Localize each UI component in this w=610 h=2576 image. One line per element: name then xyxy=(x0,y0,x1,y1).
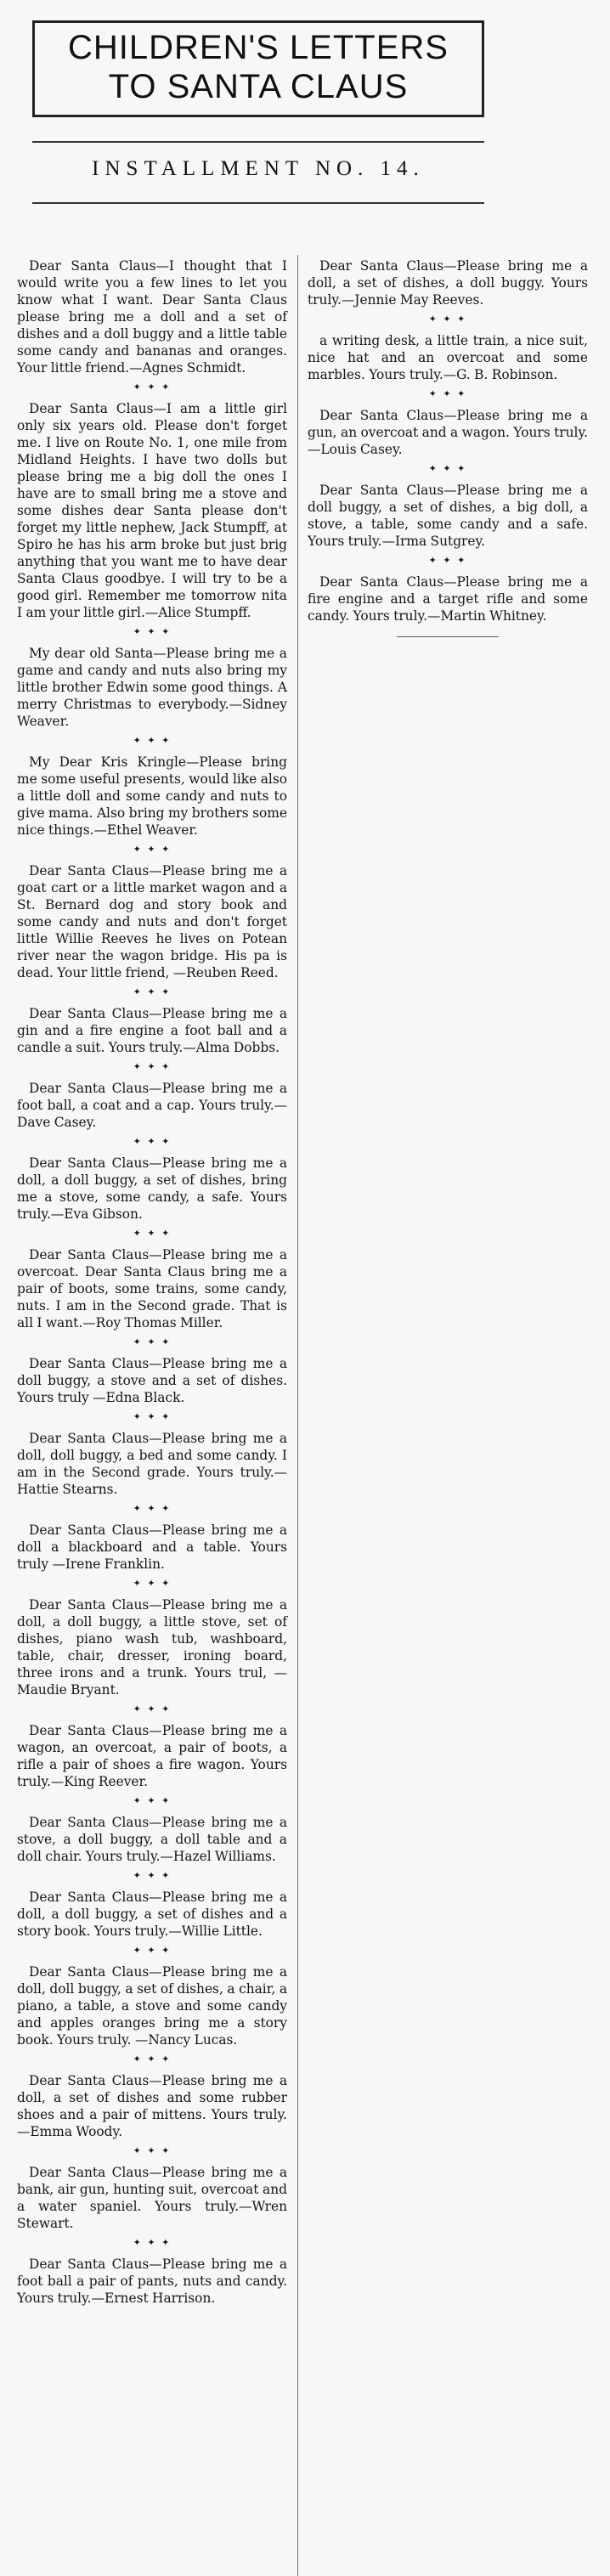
letter-item: My Dear Kris Kringle—Please bring me some useful presents, would like also a little doll and some candy and nuts to give mama. Also bring my brothers some nice things.—Ethel Weaver. xyxy=(17,754,287,838)
letter-item: Dear Santa Claus—Please bring me a gin and a fire engine a foot ball and a candle a suit. Yours truly.—Alma Dobbs. xyxy=(17,1006,287,1055)
separator-stars: ✦ ✦ ✦ xyxy=(428,388,467,399)
letter-item: Dear Santa Claus—Please bring me a doll buggy, a stove and a set of dishes. Yours truly —Edna Black. xyxy=(17,1356,287,1405)
separator-stars: ✦ ✦ ✦ xyxy=(133,1703,172,1715)
separator-stars: ✦ ✦ ✦ xyxy=(133,1061,172,1072)
separator-stars: ✦ ✦ ✦ xyxy=(133,735,172,746)
column-divider xyxy=(297,255,298,2576)
letter-item: Dear Santa Claus—I am a little girl only six years old. Please don't forget me. I live on Route No. 1, one mile from Midland Heights. I have two dolls but please bring me a big doll the ones I have are to small bring me a stove and some dishes dear Santa please don't forget my little nephew, Jack Stumpff, at Spiro he has his arm broke but just brig anything that you want me to have dear Santa Claus goodbye. I will try to be a good girl. Remember me tomorrow nita I am your little girl.—Alice Stumpff. xyxy=(17,401,287,620)
end-rule xyxy=(397,636,499,637)
separator-stars: ✦ ✦ ✦ xyxy=(133,2053,172,2065)
letter-item: Dear Santa Claus—Please bring me a doll a blackboard and a table. Yours truly —Irene Franklin. xyxy=(17,1522,287,1572)
letter-item: Dear Santa Claus—Please bring me a doll, a doll buggy, a little stove, set of dishes, piano wash tub, washboard, table, chair, dresser, ironing board, three irons and a trunk. Yours trul, —Maudie Bryant. xyxy=(17,1597,287,1698)
letter-item: Dear Santa Claus—Please bring me a bank, air gun, hunting suit, overcoat and a water spaniel. Yours truly.—Wren Stewart. xyxy=(17,2165,287,2231)
letter-item: Dear Santa Claus—Please bring me a foot ball, a coat and a cap. Yours truly.—Dave Casey. xyxy=(17,1081,287,1130)
letter-item: Dear Santa Claus—Please bring me a wagon, an overcoat, a pair of boots, a rifle a pair of shoes a fire wagon. Yours truly.—King Reever. xyxy=(17,1723,287,1789)
letter-item: Dear Santa Claus—Please bring me a doll buggy, a set of dishes, a big doll, a stove, a table, some candy and a safe. Yours truly.—Irma Sutgrey. xyxy=(308,483,588,549)
letter-item: Dear Santa Claus—Please bring me a overcoat. Dear Santa Claus bring me a pair of boots, some trains, some candy, nuts. I am in the Second grade. That is all I want.—Roy Thomas Miller. xyxy=(17,1247,287,1330)
separator-stars: ✦ ✦ ✦ xyxy=(428,463,467,474)
separator-stars: ✦ ✦ ✦ xyxy=(133,1945,172,1956)
separator-stars: ✦ ✦ ✦ xyxy=(133,1870,172,1881)
separator-stars: ✦ ✦ ✦ xyxy=(133,2145,172,2156)
letter-item: Dear Santa Claus—Please bring me a doll, a doll buggy, a set of dishes, bring me a stove, some candy, a safe. Yours truly.—Eva Gibson. xyxy=(17,1155,287,1222)
letter-item: Dear Santa Claus—Please bring me a fire engine and a target rifle and some candy. Yours truly.—Martin Whitney. xyxy=(308,574,588,624)
letter-item: Dear Santa Claus—Please bring me a doll, doll buggy, a set of dishes, a chair, a piano, a table, a stove and some candy and apples oranges bring me a story book. Yours truly. —Nancy Lucas. xyxy=(17,1964,287,2048)
letter-item: Dear Santa Claus—I thought that I would write you a few lines to let you know what I want. Dear Santa Claus please bring me a doll and a set of dishes and a doll buggy and a little table some candy and bananas and oranges. Your little friend.—Agnes Schmidt. xyxy=(17,258,287,376)
letter-item: Dear Santa Claus—Please bring me a doll, a set of dishes and some rubber shoes and a pair of mittens. Yours truly.—Emma Woody. xyxy=(17,2073,287,2139)
letter-item: My dear old Santa—Please bring me a game and candy and nuts also bring my little brother Edwin some good things. A merry Christmas to everybody.—Sidney Weaver. xyxy=(17,646,287,729)
headline-line-2: TO SANTA CLAUS xyxy=(108,68,409,105)
separator-stars: ✦ ✦ ✦ xyxy=(133,1336,172,1347)
letter-item: a writing desk, a little train, a nice suit, nice hat and an overcoat and some marbles. Yours truly.—G. B. Robinson. xyxy=(308,333,588,382)
separator-stars: ✦ ✦ ✦ xyxy=(133,1795,172,1806)
left-column xyxy=(17,257,287,2307)
separator-stars: ✦ ✦ ✦ xyxy=(133,1411,172,1422)
letter-item: Dear Santa Claus—Please bring me a doll, a doll buggy, a set of dishes and a story book. Yours truly.—Willie Little. xyxy=(17,1890,287,1939)
separator-stars: ✦ ✦ ✦ xyxy=(133,1578,172,1589)
letter-item: Dear Santa Claus—Please bring me a gun, an overcoat and a wagon. Yours truly.—Louis Casey. xyxy=(308,408,588,457)
divider xyxy=(32,141,484,143)
installment-subheading: INSTALLMENT NO. 14. xyxy=(92,157,425,180)
separator-stars: ✦ ✦ ✦ xyxy=(133,2237,172,2248)
separator-stars: ✦ ✦ ✦ xyxy=(428,555,467,566)
divider xyxy=(32,202,484,204)
right-column xyxy=(308,257,588,637)
separator-stars: ✦ ✦ ✦ xyxy=(428,314,467,325)
letter-item: Dear Santa Claus—Please bring me a stove, a doll buggy, a doll table and a doll chair. Yours truly.—Hazel Williams. xyxy=(17,1815,287,1864)
separator-stars: ✦ ✦ ✦ xyxy=(133,381,172,393)
separator-stars: ✦ ✦ ✦ xyxy=(133,1136,172,1147)
separator-stars: ✦ ✦ ✦ xyxy=(133,844,172,855)
letter-item: Dear Santa Claus—Please bring me a goat cart or a little market wagon and a St. Bernard dog and story book and some candy and nuts and don't forget little Willie Reeves he lives on Potean river near the wagon bridge. His pa is dead. Your little friend, —Reuben Reed. xyxy=(17,863,287,980)
separator-stars: ✦ ✦ ✦ xyxy=(133,626,172,637)
letter-item: Dear Santa Claus—Please bring me a doll, a set of dishes, a doll buggy. Yours truly.—Jennie May Reeves. xyxy=(308,258,588,308)
letter-item: Dear Santa Claus—Please bring me a foot ball a pair of pants, nuts and candy. Yours truly.—Ernest Harrison. xyxy=(17,2257,287,2306)
headline-box xyxy=(32,20,484,117)
letter-item: Dear Santa Claus—Please bring me a doll, doll buggy, a bed and some candy. I am in the Second grade. Yours truly.—Hattie Stearns. xyxy=(17,1431,287,1497)
separator-stars: ✦ ✦ ✦ xyxy=(133,1503,172,1514)
separator-stars: ✦ ✦ ✦ xyxy=(133,1228,172,1239)
headline-line-1: CHILDREN'S LETTERS xyxy=(68,29,449,66)
separator-stars: ✦ ✦ ✦ xyxy=(133,986,172,997)
